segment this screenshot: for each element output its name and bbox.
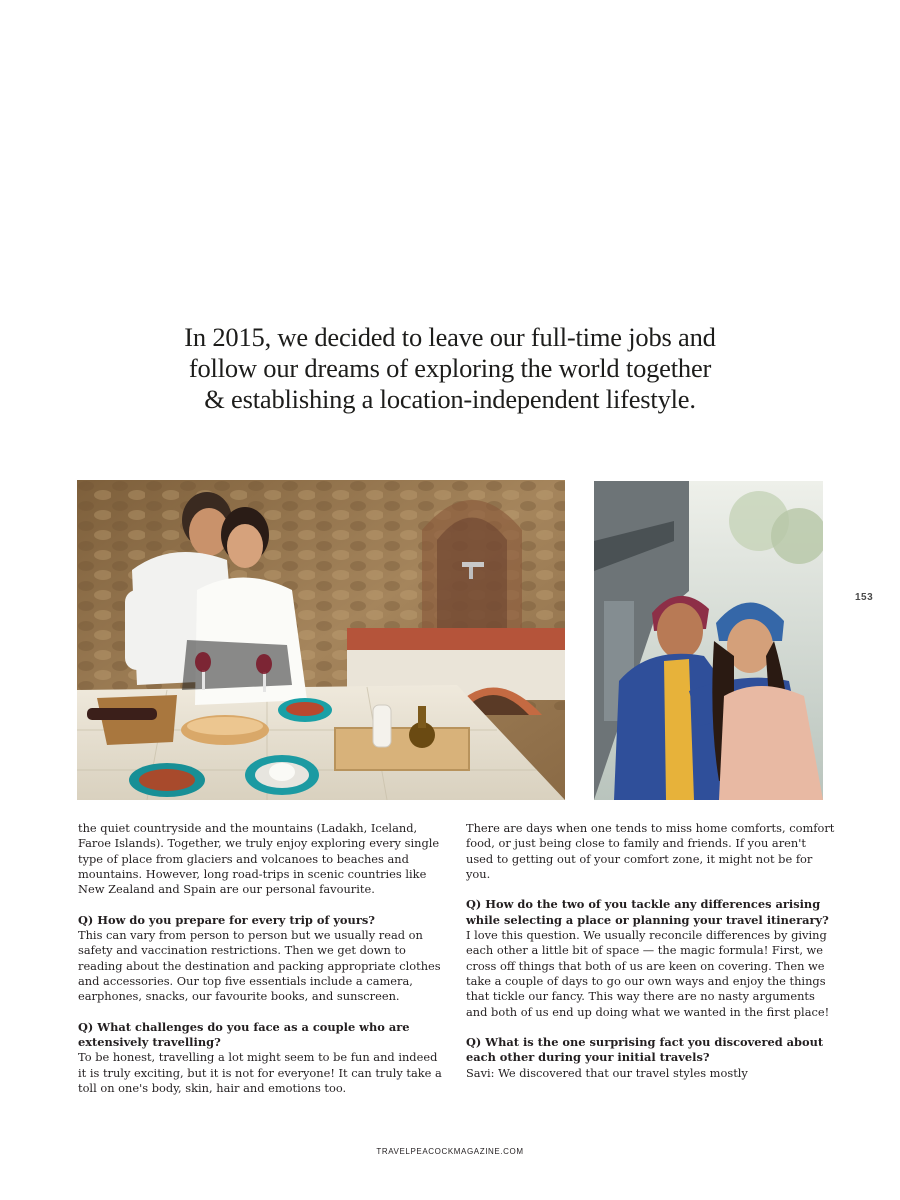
qa-block xyxy=(466,1035,836,1081)
qa-block xyxy=(78,1020,448,1096)
couple-dining-photo xyxy=(77,480,565,800)
pull-quote-line-1: In 2015, we decided to leave our full-time jobs and xyxy=(184,322,716,352)
pull-quote-line-3: & establishing a location-independent lifestyle. xyxy=(204,384,696,414)
paragraph xyxy=(78,821,448,897)
question-heading: Q) How do you prepare for every trip of yours? xyxy=(78,912,375,927)
question-heading: Q) What is the one surprising fact you discovered about each other during your initial travels? xyxy=(466,1035,824,1065)
question-heading: Q) How do the two of you tackle any differences arising while selecting a place or planning your travel itinerary? xyxy=(466,897,829,927)
answer-text: This can vary from person to person but we usually read on safety and vaccination restrictions. Then we get down to reading about the destination and packing appropriate clothes and accessories. Our top five essentials include a camera, earphones, snacks, our favourite books, and sunscreen. xyxy=(78,928,441,1004)
article-column-left xyxy=(78,821,448,1112)
page-number: 153 xyxy=(855,592,874,603)
pull-quote xyxy=(100,322,800,415)
question-heading: Q) What challenges do you face as a couple who are extensively travelling? xyxy=(78,1019,410,1050)
answer-text: I love this question. We usually reconcile differences by giving each other a little bit of space — the magic formula! First, we cross off things that both of us are keen on covering. Then we take a couple of days to go our own ways and enjoy the things that tickle our fancy. This way there are no nasty arguments and both of us end up doing what we wanted in the first place! xyxy=(466,928,830,1019)
answer-text: There are days when one tends to miss home comforts, comfort food, or just being close to family and friends. If you aren't used to getting out of your comfort zone, it might not be for you. xyxy=(466,821,835,881)
answer-text: To be honest, travelling a lot might seem to be fun and indeed it is truly exciting, but it is not for everyone! It can truly take a toll on one's body, skin, hair and emotions too. xyxy=(78,1050,442,1096)
pull-quote-line-2: follow our dreams of exploring the world together xyxy=(188,353,712,383)
answer-text: the quiet countryside and the mountains (Ladakh, Iceland, Faroe Islands). Together, we truly enjoy exploring every single type of place from glaciers and volcanoes to beaches and mountains. However, long road-trips in scenic countries like New Zealand and Spain are our personal favourite. xyxy=(78,821,440,897)
couple-winter-photo xyxy=(594,481,823,800)
magazine-website-footer: TRAVELPEACOCKMAGAZINE.COM xyxy=(376,1147,524,1156)
paragraph xyxy=(466,821,836,882)
answer-text: Savi: We discovered that our travel styles mostly xyxy=(466,1065,748,1080)
article-column-right xyxy=(466,821,836,1096)
qa-block xyxy=(466,897,836,1019)
qa-block xyxy=(78,913,448,1005)
